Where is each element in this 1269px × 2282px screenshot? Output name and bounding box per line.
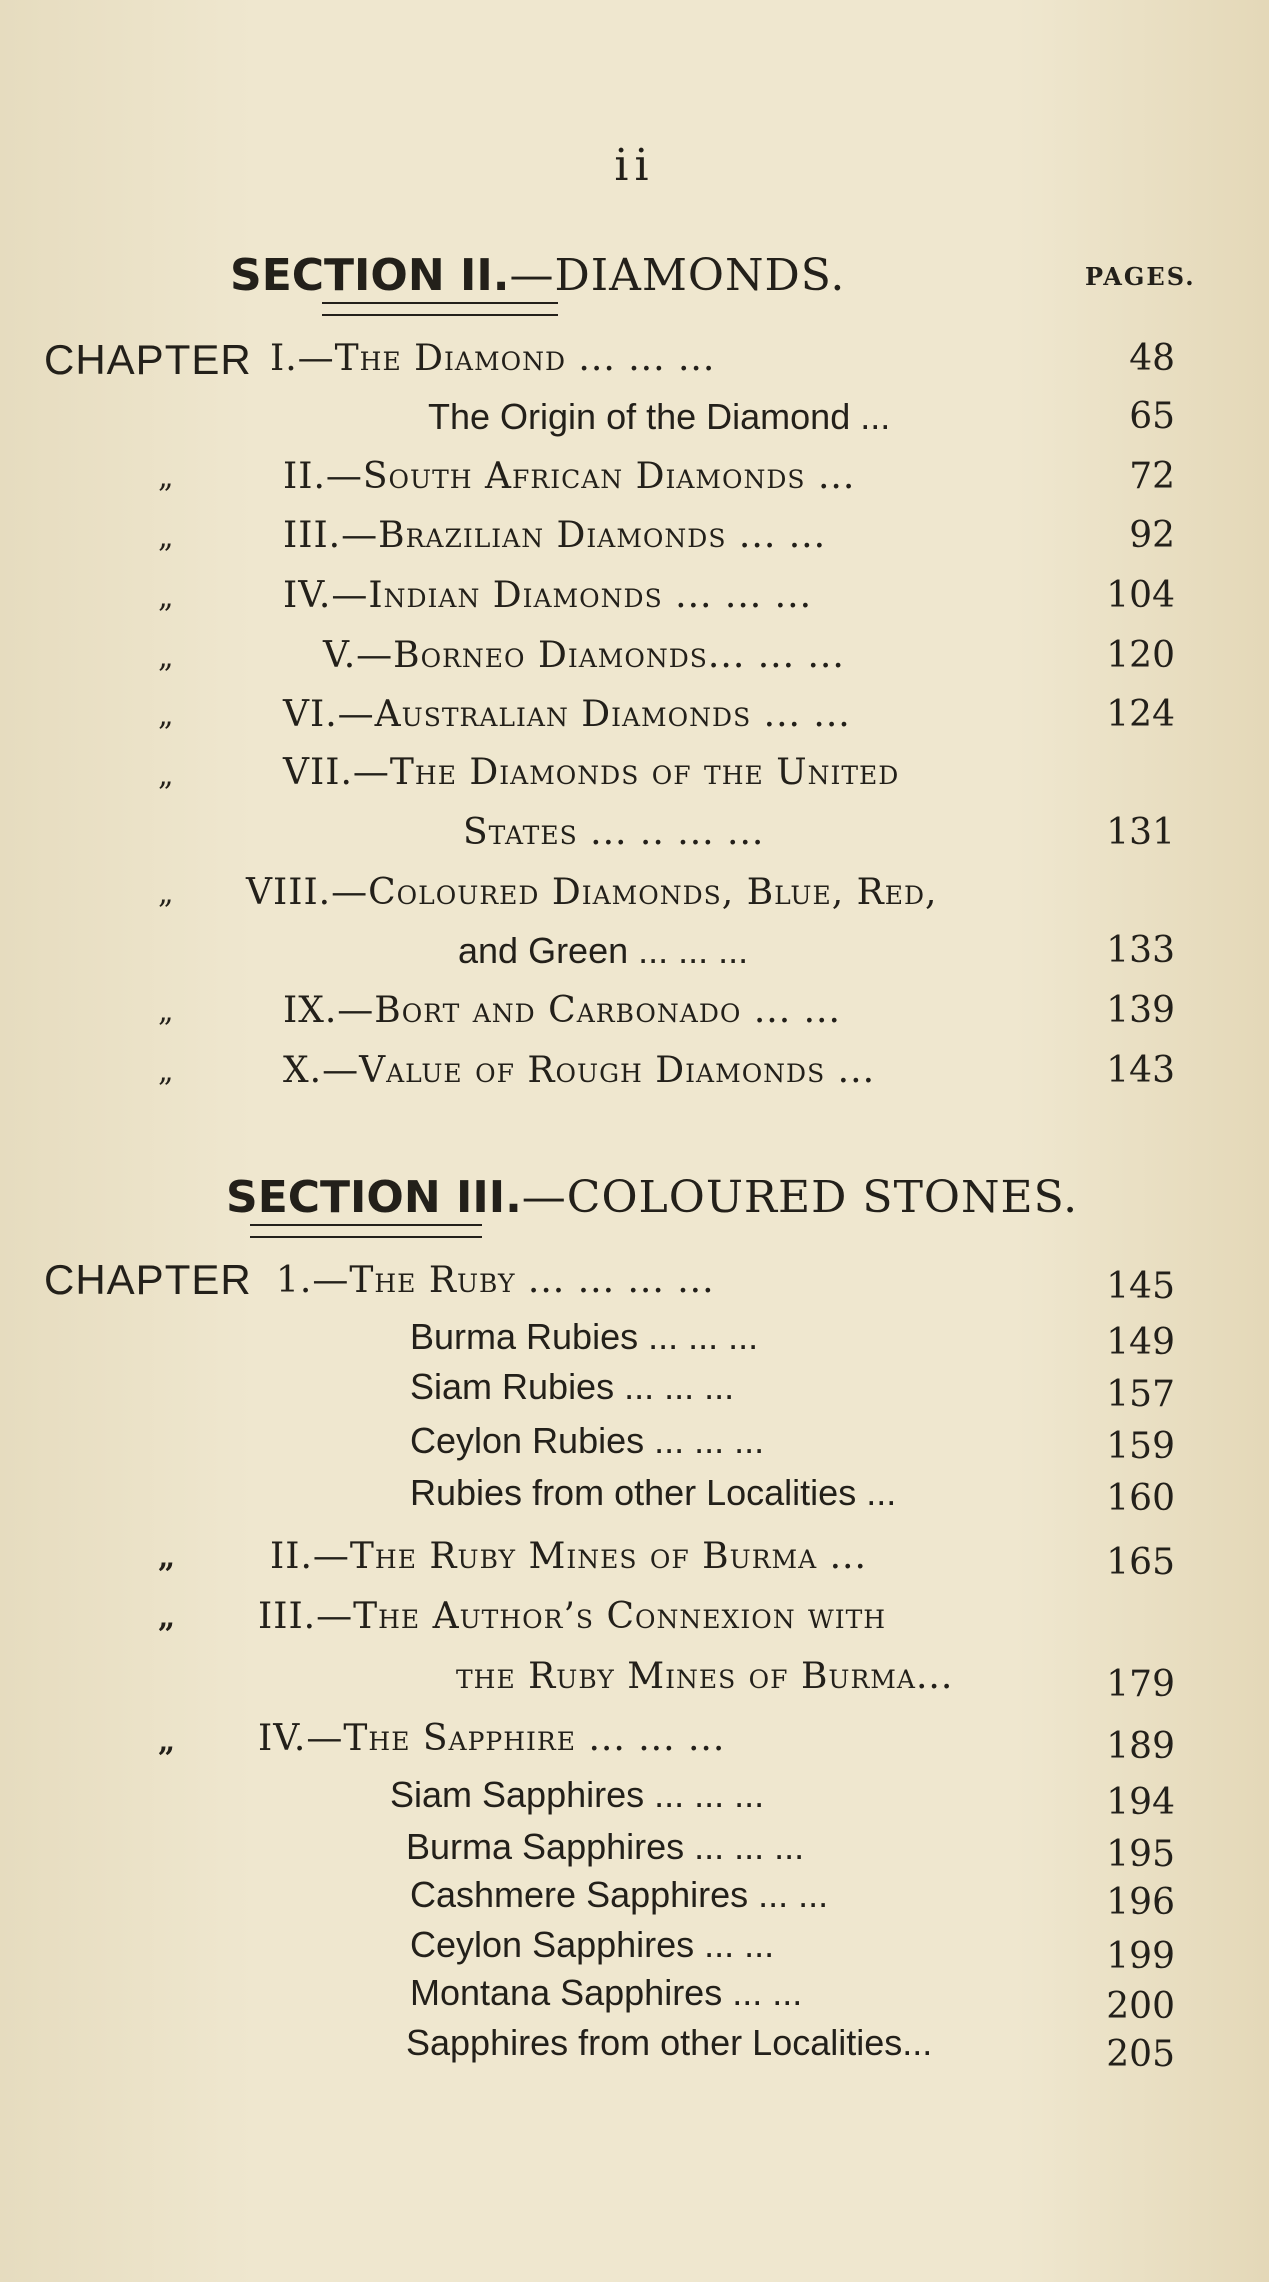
ditto-mark: „	[158, 640, 174, 675]
entry-text: —The Sapphire	[306, 1718, 576, 1759]
toc-entry-title	[463, 812, 764, 853]
entry-text: —Value of Rough Diamonds	[322, 1050, 826, 1091]
toc-entry-title	[410, 1924, 774, 1966]
leader-dots: ... ...	[748, 1874, 829, 1915]
ditto-mark: „	[158, 1600, 176, 1635]
toc-entry-title	[276, 1260, 715, 1301]
toc-entry-title	[270, 338, 715, 379]
entry-text: Sapphires from other Localities...	[406, 2022, 933, 2063]
leader-dots: ... ...	[741, 990, 841, 1031]
page-ref: 124	[1106, 694, 1175, 735]
chapter-label: CHAPTER	[44, 336, 252, 383]
leader-dots: ...	[805, 456, 856, 497]
leader-dots: ... ...	[684, 1774, 765, 1815]
toc-entry-title	[428, 396, 890, 438]
entry-text: Burma Rubies	[410, 1316, 639, 1357]
chapter-number: IV.	[258, 1718, 307, 1759]
toc-entry-title	[270, 1536, 867, 1577]
page-ref: 131	[1106, 812, 1175, 853]
leader-dots: ... ...	[694, 1924, 775, 1965]
entry-text: Ceylon Rubies	[410, 1420, 645, 1461]
leader-dots: ...	[817, 1536, 867, 1577]
page-ref: 157	[1106, 1374, 1175, 1415]
toc-entry-title	[283, 694, 851, 735]
section-lead: SECTION III.	[226, 1172, 522, 1223]
toc-entry-title	[406, 1826, 804, 1868]
toc-entry-title	[410, 1972, 802, 2014]
page-ref: 196	[1106, 1882, 1175, 1923]
toc-entry-title	[410, 1316, 758, 1358]
page-number: ii	[614, 140, 655, 191]
ditto-mark: „	[158, 1724, 176, 1759]
entry-text: Montana Sapphires	[410, 1972, 723, 2013]
chapter-number: I.	[270, 338, 298, 379]
entry-text: the Ruby Mines of Burma...	[456, 1656, 954, 1697]
leader-dots: ... ... ...	[576, 1718, 726, 1759]
toc-entry-title	[410, 1874, 828, 1916]
entry-text: Siam Sapphires ...	[390, 1774, 685, 1815]
entry-text: —Coloured Diamonds, Blue, Red,	[331, 872, 938, 913]
ditto-mark: „	[158, 460, 174, 495]
page-ref: 205	[1106, 2034, 1175, 2075]
entry-text: —Brazilian Diamonds	[341, 515, 727, 556]
page-ref: 165	[1106, 1542, 1175, 1583]
chapter-number: VI.	[283, 694, 338, 735]
section-underline	[250, 1224, 482, 1238]
toc-entry-title	[390, 1774, 764, 1816]
entry-text: —The Author’s Connexion with	[316, 1596, 887, 1637]
toc-entry-title	[283, 456, 855, 497]
page-ref: 104	[1106, 575, 1175, 616]
toc-entry-title	[283, 752, 899, 793]
section-heading-diamonds	[230, 250, 845, 301]
page-ref: 145	[1106, 1266, 1175, 1307]
toc-entry-title	[283, 1050, 875, 1091]
page-ref: 143	[1106, 1050, 1175, 1091]
toc-entry-title	[458, 930, 748, 972]
page-ref: 120	[1106, 635, 1175, 676]
toc-entry-title	[283, 575, 812, 616]
entry-text: —The Ruby Mines of Burma	[312, 1536, 818, 1577]
chapter-number: V.	[323, 635, 357, 676]
entry-text: and Green	[458, 930, 629, 971]
section-heading-coloured-stones	[226, 1172, 1078, 1223]
toc-entry-title	[283, 990, 841, 1031]
chapter-number: II.	[270, 1536, 313, 1577]
page-ref: 72	[1129, 456, 1175, 497]
toc-entry-title	[406, 2022, 932, 2064]
toc-entry-title	[410, 1366, 734, 1408]
section-title: —DIAMONDS.	[509, 250, 846, 301]
ditto-mark: „	[158, 520, 174, 555]
ditto-mark: „	[158, 876, 174, 911]
page-ref: 65	[1129, 396, 1175, 437]
page-ref: 195	[1106, 1834, 1175, 1875]
entry-text: —South African Diamonds	[325, 456, 806, 497]
chapter-number: 1.	[276, 1260, 313, 1301]
ditto-mark: „	[158, 1054, 174, 1089]
chapter-number: IX.	[283, 990, 338, 1031]
page-ref: 189	[1106, 1726, 1175, 1767]
chapter-number: III.	[283, 515, 342, 556]
leader-dots: ... ...	[751, 694, 851, 735]
toc-entry-title	[258, 1596, 886, 1637]
chapter-number: II.	[283, 456, 326, 497]
page-ref: 179	[1106, 1664, 1175, 1705]
page-ref: 133	[1106, 930, 1175, 971]
entry-text: Ceylon Sapphires	[410, 1924, 695, 1965]
leader-dots: ... ... ...	[638, 1316, 759, 1357]
entry-text: States ...	[463, 812, 628, 853]
pages-column-heading: PAGES.	[1085, 262, 1196, 291]
chapter-number: X.	[283, 1050, 323, 1091]
leader-dots: ... ...	[726, 515, 827, 556]
leader-dots: ... ...	[722, 1972, 803, 2013]
leader-dots: ... ... ...	[565, 338, 716, 379]
leader-dots: ...	[825, 1050, 876, 1091]
entry-text: Burma Sapphires ...	[406, 1826, 725, 1867]
page-ref: 48	[1129, 338, 1175, 379]
leader-dots: ... ...	[712, 575, 813, 616]
toc-entry-title	[246, 872, 937, 913]
toc-entry-title	[410, 1420, 764, 1462]
chapter-number: III.	[258, 1596, 317, 1637]
entry-text: —The Diamond	[297, 338, 566, 379]
leader-dots: .. ... ...	[627, 812, 765, 853]
page-ref: 160	[1106, 1478, 1175, 1519]
leader-dots: ...	[850, 396, 891, 437]
section-underline	[322, 302, 558, 316]
ditto-mark: „	[158, 758, 174, 793]
leader-dots: ...	[856, 1472, 897, 1513]
section-lead: SECTION II.	[230, 250, 510, 301]
page-ref: 92	[1129, 515, 1175, 556]
page-ref: 194	[1106, 1782, 1175, 1823]
leader-dots: ... ... ...	[565, 1260, 715, 1301]
entry-text: Cashmere Sapphires	[410, 1874, 749, 1915]
page-ref: 159	[1106, 1426, 1175, 1467]
entry-text: —Australian Diamonds	[337, 694, 752, 735]
entry-text: —Borneo Diamonds...	[356, 635, 746, 676]
entry-text: Rubies from other Localities	[410, 1472, 857, 1513]
page-ref: 199	[1106, 1936, 1175, 1977]
entry-text: —The Diamonds of the United	[352, 752, 900, 793]
page-ref: 200	[1106, 1986, 1175, 2027]
ditto-mark: „	[158, 580, 174, 615]
entry-text: —The Ruby ...	[312, 1260, 566, 1301]
chapter-label: CHAPTER	[44, 1256, 252, 1303]
page-ref: 139	[1106, 990, 1175, 1031]
ditto-mark: „	[158, 698, 174, 733]
chapter-number: VIII.	[246, 872, 332, 913]
entry-text: The Origin of the Diamond	[428, 396, 851, 437]
page-ref: 149	[1106, 1322, 1175, 1363]
toc-entry-title	[283, 515, 826, 556]
toc-entry-title	[410, 1472, 896, 1514]
leader-dots: ... ... ...	[644, 1420, 765, 1461]
chapter-number: VII.	[283, 752, 353, 793]
section-title: —COLOURED STONES.	[521, 1172, 1079, 1223]
entry-text: Siam Rubies	[410, 1366, 615, 1407]
entry-text: —Bort and Carbonado	[337, 990, 742, 1031]
toc-entry-title	[258, 1718, 725, 1759]
entry-text: —Indian Diamonds ...	[331, 575, 713, 616]
leader-dots: ... ...	[745, 635, 845, 676]
ditto-mark: „	[158, 994, 174, 1029]
leader-dots: ... ...	[724, 1826, 805, 1867]
chapter-number: IV.	[283, 575, 332, 616]
leader-dots: ... ... ...	[628, 930, 749, 971]
toc-entry-title	[456, 1656, 953, 1697]
leader-dots: ... ... ...	[614, 1366, 735, 1407]
toc-entry-title	[323, 635, 845, 676]
ditto-mark: „	[158, 1540, 176, 1575]
